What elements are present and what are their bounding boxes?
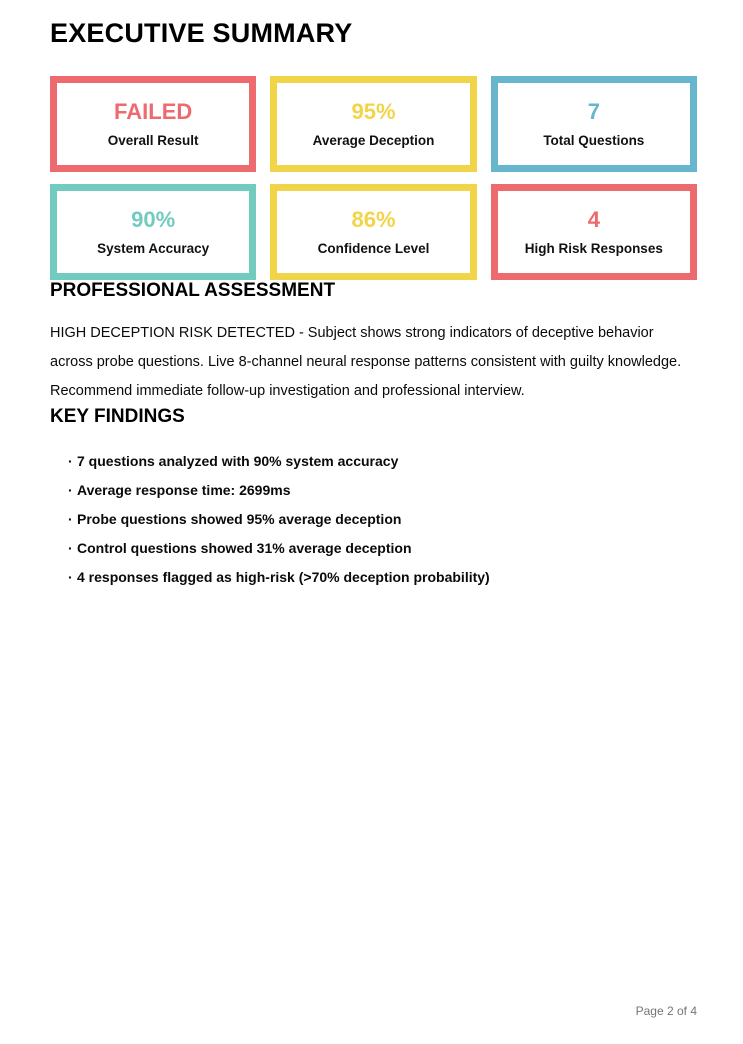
key-finding-item: · Average response time: 2699ms [50, 476, 697, 505]
stat-card-system-accuracy [50, 184, 256, 280]
stat-label: Total Questions [543, 132, 645, 148]
stat-card-high-risk-responses [491, 184, 697, 280]
stat-value: 7 [587, 98, 600, 124]
stat-card-total-questions [491, 76, 697, 172]
key-finding-item: · Control questions showed 31% average deception [50, 534, 697, 563]
key-findings-heading: KEY FINDINGS [50, 406, 185, 427]
stat-value: 86% [351, 206, 396, 232]
professional-assessment-body: HIGH DECEPTION RISK DETECTED - Subject shows strong indicators of deceptive behavior across probe questions. Live 8-channel neural response patterns consistent with guilty knowledge. Recommend immediate follow-up investigation and professional interview. [50, 325, 682, 399]
stat-label: Confidence Level [317, 240, 430, 256]
stat-label: High Risk Responses [524, 240, 663, 256]
stat-card-confidence-level [270, 184, 476, 280]
stat-value: 4 [587, 206, 600, 232]
stat-label: Average Deception [312, 132, 435, 148]
stat-value: FAILED [114, 98, 193, 124]
key-finding-item: · Probe questions showed 95% average deception [50, 505, 697, 534]
professional-assessment-heading: PROFESSIONAL ASSESSMENT [50, 280, 336, 301]
stat-card-overall-result [50, 76, 256, 172]
summary-cards-grid [50, 76, 697, 280]
stat-card-average-deception [270, 76, 476, 172]
page-title: EXECUTIVE SUMMARY [50, 18, 353, 48]
key-findings-list [50, 447, 697, 592]
page-number: Page 2 of 4 [635, 1004, 697, 1018]
key-finding-item: · 4 responses flagged as high-risk (>70% deception probability) [50, 563, 697, 592]
stat-value: 95% [351, 98, 396, 124]
stat-value: 90% [131, 206, 176, 232]
stat-label: Overall Result [107, 132, 199, 148]
key-finding-item: · 7 questions analyzed with 90% system accuracy [50, 447, 697, 476]
stat-label: System Accuracy [97, 240, 210, 256]
